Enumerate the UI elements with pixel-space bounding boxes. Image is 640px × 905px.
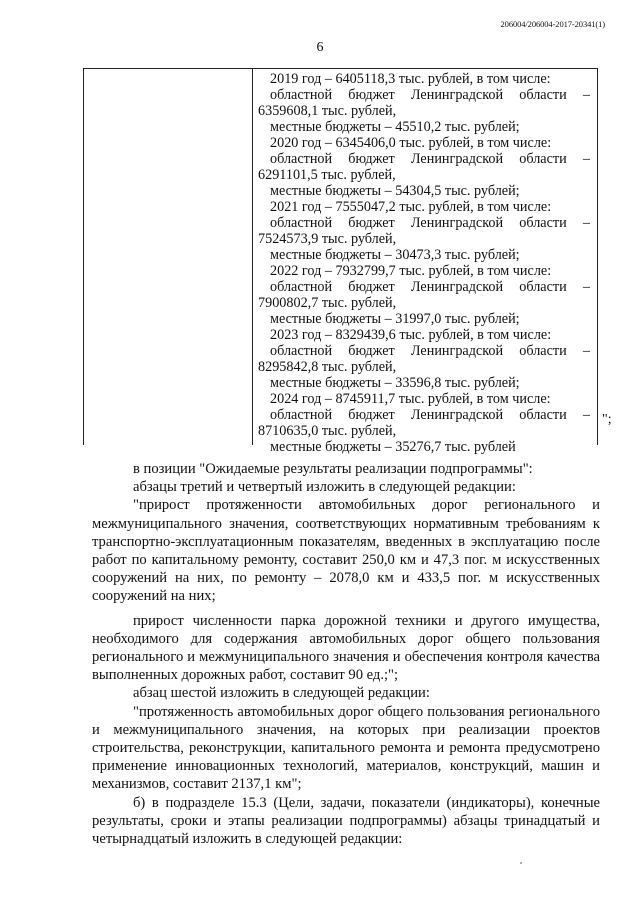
local-budget-line: местные бюджеты – 30473,3 тыс. рублей; [270, 247, 520, 263]
amendment-text [92, 460, 600, 848]
regional-budget-amount: 7900802,7 тыс. рублей, [258, 295, 397, 311]
local-budget-line: местные бюджеты – 45510,2 тыс. рублей; [270, 119, 520, 135]
year-total-line: 2019 год – 6405118,3 тыс. рублей, в том числе: [270, 71, 551, 87]
regional-budget-label: областной бюджет Ленинградской области – [270, 279, 590, 295]
year-total-line: 2023 год – 8329439,6 тыс. рублей, в том числе: [270, 327, 552, 343]
paragraph-equipment-growth: прирост численности парка дорожной техники и другого имущества, необходимого для содержания автомобильных дорог общего пользования регионального и межмуниципального значения и обеспечения контроля качества выполненных дорожных работ, составит 90 ед.;"; [92, 612, 600, 684]
paragraph-road-length-growth: "прирост протяженности автомобильных дорог регионального и межмуниципального значения, соответствующих нормативным требованиям к транспортно-эксплуатационным показателям, введенных в эксплуатацию после работ по капитальному ремонту, составит 250,0 км и 47,3 пог. м искусственных сооружений на них, по ремонту – 2078,0 км и 433,5 пог. м искусственных сооружений на них; [92, 497, 600, 605]
paragraph-instruction-6: абзац шестой изложить в следующей редакции: [133, 685, 430, 702]
paragraph-instruction-3-4: абзацы третий и четвертый изложить в следующей редакции: [133, 479, 516, 496]
page-number: 6 [316, 40, 324, 55]
regional-budget-label: областной бюджет Ленинградской области – [270, 151, 590, 167]
regional-budget-label: областной бюджет Ленинградской области – [270, 87, 590, 103]
local-budget-line: местные бюджеты – 35276,7 тыс. рублей [270, 439, 516, 455]
budget-entry-2023 [258, 327, 590, 391]
budget-table [83, 68, 598, 455]
scan-speck [520, 862, 522, 864]
regional-budget-amount: 6291101,5 тыс. рублей, [258, 167, 396, 183]
year-total-line: 2022 год – 7932799,7 тыс. рублей, в том числе: [270, 263, 552, 279]
year-total-line: 2020 год – 6345406,0 тыс. рублей, в том числе: [270, 135, 552, 151]
regional-budget-line [258, 407, 590, 423]
year-total-line: 2021 год – 7555047,2 тыс. рублей, в том числе: [270, 199, 552, 215]
paragraph-position-heading: в позиции "Ожидаемые результаты реализации подпрограммы": [133, 461, 533, 477]
budget-entry-2021 [258, 199, 590, 263]
budget-entry-2019 [258, 71, 590, 135]
regional-budget-amount: 7524573,9 тыс. рублей, [258, 231, 397, 247]
table-right-cell [258, 71, 590, 455]
regional-budget-label: областной бюджет Ленинградской области – [270, 407, 590, 423]
closing-quote-mark: "; [602, 412, 612, 427]
local-budget-line: местные бюджеты – 54304,5 тыс. рублей; [270, 183, 520, 199]
regional-budget-line [258, 151, 590, 167]
paragraph-subsection-15-3: б) в подразделе 15.3 (Цели, задачи, показатели (индикаторы), конечные результаты, сроки и этапы реализации подпрограммы) абзацы тринадцатый и четырнадцатый изложить в следующей редакции: [92, 794, 600, 848]
paragraph-innovative-roads: "протяженность автомобильных дорог общего пользования регионального и межмуниципального значения, на которых при реализации проектов строительства, реконструкции, капитального ремонта и ремонта предусмотрено применение инновационных технологий, материалов, конструкций, машин и механизмов, составит 2137,1 км"; [92, 703, 600, 793]
local-budget-line: местные бюджеты – 33596,8 тыс. рублей; [270, 375, 520, 391]
year-total-line: 2024 год – 8745911,7 тыс. рублей, в том числе: [270, 391, 551, 407]
regional-budget-line [258, 343, 590, 359]
regional-budget-amount: 6359608,1 тыс. рублей, [258, 103, 397, 119]
regional-budget-amount: 8295842,8 тыс. рублей, [258, 359, 397, 375]
regional-budget-label: областной бюджет Ленинградской области – [270, 343, 590, 359]
document-id: 206004/206004-2017-20341(1) [500, 19, 605, 29]
regional-budget-label: областной бюджет Ленинградской области – [270, 215, 590, 231]
local-budget-line: местные бюджеты – 31997,0 тыс. рублей; [270, 311, 520, 327]
regional-budget-line [258, 215, 590, 231]
budget-entry-2022 [258, 263, 590, 327]
budget-entry-2020 [258, 135, 590, 199]
budget-entry-2024 [258, 391, 590, 455]
table-left-cell [84, 69, 253, 445]
regional-budget-line [258, 87, 590, 103]
regional-budget-amount: 8710635,0 тыс. рублей, [258, 423, 397, 439]
regional-budget-line [258, 279, 590, 295]
